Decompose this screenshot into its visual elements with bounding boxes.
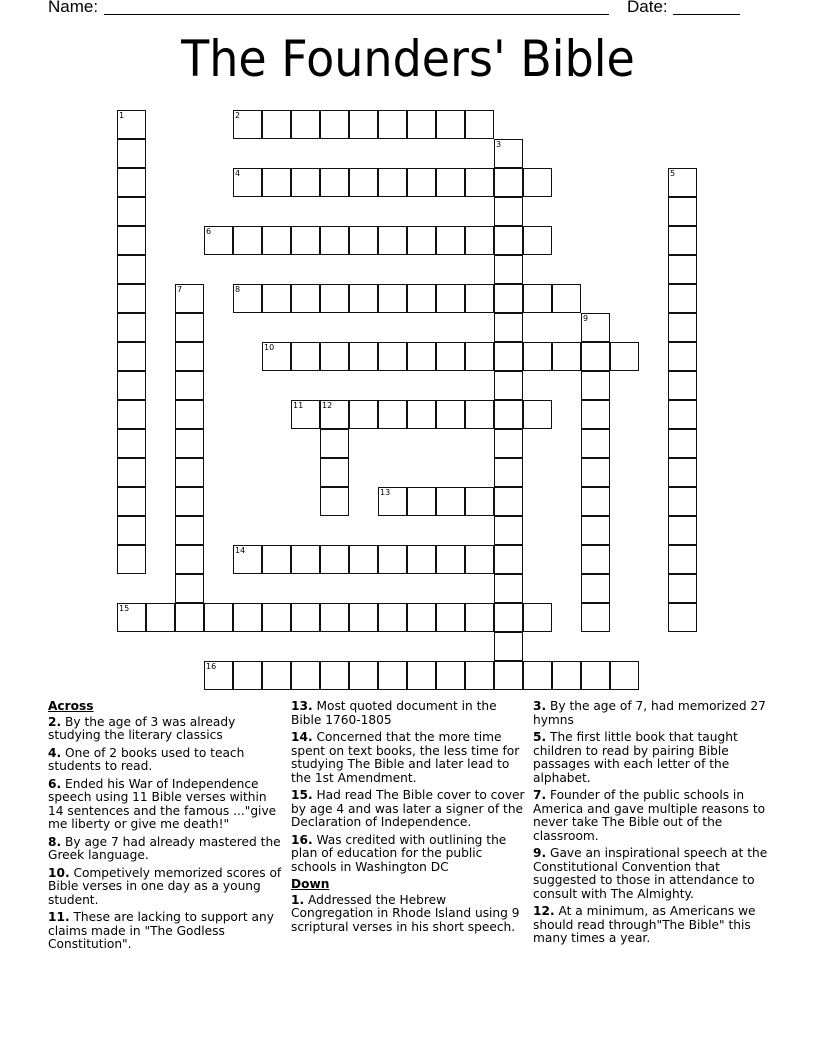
grid-cell[interactable] [291,400,320,429]
grid-cell[interactable] [233,168,262,197]
down-heading: Down [291,877,330,891]
grid-cell[interactable] [494,603,523,632]
clue-number: 6 [206,227,212,236]
grid-cell[interactable] [378,342,407,371]
grid-cell[interactable] [552,661,581,690]
grid-cell[interactable] [581,313,610,342]
grid-cell[interactable] [320,545,349,574]
grid-cell[interactable] [233,110,262,139]
grid-cell[interactable] [117,168,146,197]
grid-cell[interactable] [117,255,146,284]
grid-cell[interactable] [262,284,291,313]
grid-cell[interactable] [378,168,407,197]
grid-cell[interactable] [436,342,465,371]
grid-cell[interactable] [668,197,697,226]
clue-number: 5 [670,169,676,178]
grid-cell[interactable] [465,342,494,371]
grid-cell[interactable] [262,226,291,255]
grid-cell[interactable] [320,284,349,313]
grid-cell[interactable] [610,342,639,371]
grid-cell[interactable] [523,168,552,197]
grid-cell[interactable] [668,342,697,371]
grid-cell[interactable] [581,458,610,487]
grid-cell[interactable] [494,545,523,574]
grid-cell[interactable] [668,603,697,632]
grid-cell[interactable] [436,603,465,632]
grid-cell[interactable] [117,487,146,516]
grid-cell[interactable] [175,400,204,429]
grid-cell[interactable] [233,661,262,690]
grid-cell[interactable] [262,545,291,574]
grid-cell[interactable] [494,632,523,661]
clue-number: 16 [206,662,217,671]
grid-cell[interactable] [668,313,697,342]
grid-cell[interactable] [349,342,378,371]
grid-cell[interactable] [668,458,697,487]
clue-number: 9 [583,314,589,323]
clue-across-15: 15. Had read The Bible cover to cover by age 4 and was later a signer of the Declaration of Independence. [291,788,525,829]
grid-cell[interactable] [320,168,349,197]
grid-cell[interactable] [668,400,697,429]
clue-number: 12 [322,401,333,410]
grid-cell[interactable] [291,168,320,197]
grid-cell[interactable] [349,661,378,690]
grid-cell[interactable] [581,371,610,400]
grid-cell[interactable] [291,545,320,574]
grid-cell[interactable] [407,603,436,632]
grid-cell[interactable] [581,400,610,429]
name-label: Name: [48,0,99,16]
grid-cell[interactable] [320,487,349,516]
grid-cell[interactable] [117,371,146,400]
grid-cell[interactable] [668,371,697,400]
grid-cell[interactable] [523,226,552,255]
clue-across-8: 8. By age 7 had already mastered the Greek language. [48,834,281,862]
grid-cell[interactable] [378,284,407,313]
clue-across-10: 10. Competively memorized scores of Bible verses in one day as a young student. [48,865,282,907]
grid-cell[interactable] [407,400,436,429]
grid-cell[interactable] [581,342,610,371]
grid-cell[interactable] [494,313,523,342]
grid-cell[interactable] [407,661,436,690]
grid-cell[interactable] [291,603,320,632]
grid-cell[interactable] [320,342,349,371]
grid-cell[interactable] [349,226,378,255]
grid-cell[interactable] [465,168,494,197]
grid-cell[interactable] [378,487,407,516]
grid-cell[interactable] [407,168,436,197]
grid-cell[interactable] [349,284,378,313]
grid-cell[interactable] [175,429,204,458]
grid-cell[interactable] [146,603,175,632]
grid-cell[interactable] [349,400,378,429]
clues-column-3 [533,700,773,950]
grid-cell[interactable] [581,429,610,458]
grid-cell[interactable] [465,545,494,574]
clue-across-11: 11. These are lacking to support any claims made in "The Godless Constitution". [48,910,274,951]
grid-cell[interactable] [668,545,697,574]
grid-cell[interactable] [320,661,349,690]
grid-cell[interactable] [494,574,523,603]
grid-cell[interactable] [494,255,523,284]
grid-cell[interactable] [494,661,523,690]
clue-down-1: 1. Addressed the Hebrew Congregation in Rhode Island using 9 scriptural verses in his short speech. [291,892,520,934]
grid-cell[interactable] [494,284,523,313]
grid-cell[interactable] [494,168,523,197]
clue-number: 15 [119,604,130,613]
grid-cell[interactable] [349,110,378,139]
grid-cell[interactable] [668,429,697,458]
grid-cell[interactable] [175,545,204,574]
grid-cell[interactable] [320,603,349,632]
grid-cell[interactable] [465,400,494,429]
grid-cell[interactable] [117,429,146,458]
grid-cell[interactable] [494,458,523,487]
grid-cell[interactable] [407,110,436,139]
grid-cell[interactable] [436,400,465,429]
clue-across-13: 13. Most quoted document in the Bible 1760-1805 [291,699,497,727]
grid-cell[interactable] [523,603,552,632]
grid-cell[interactable] [175,516,204,545]
grid-cell[interactable] [407,226,436,255]
clue-number: 3 [496,140,502,149]
grid-cell[interactable] [175,487,204,516]
grid-cell[interactable] [494,197,523,226]
grid-cell[interactable] [494,429,523,458]
grid-cell[interactable] [349,168,378,197]
grid-cell[interactable] [117,226,146,255]
grid-cell[interactable] [291,342,320,371]
grid-cell[interactable] [523,284,552,313]
grid-cell[interactable] [117,197,146,226]
grid-cell[interactable] [668,487,697,516]
grid-cell[interactable] [320,226,349,255]
grid-cell[interactable] [175,313,204,342]
grid-cell[interactable] [407,545,436,574]
grid-cell[interactable] [117,110,146,139]
clue-number: 4 [235,169,241,178]
grid-cell[interactable] [436,661,465,690]
clue-number: 11 [293,401,304,410]
grid-cell[interactable] [117,342,146,371]
grid-cell[interactable] [581,661,610,690]
grid-cell[interactable] [378,226,407,255]
grid-cell[interactable] [494,487,523,516]
grid-cell[interactable] [523,661,552,690]
clue-number: 10 [264,343,275,352]
page-title: The Founders' Bible [181,30,635,88]
grid-cell[interactable] [262,110,291,139]
grid-cell[interactable] [378,110,407,139]
grid-cell[interactable] [668,255,697,284]
grid-cell[interactable] [668,226,697,255]
grid-cell[interactable] [465,603,494,632]
grid-cell[interactable] [378,603,407,632]
clue-across-6: 6. Ended his War of Independence speech using 11 Bible verses within 14 sentences and the famous ..."give me liberty or give me death!" [48,776,277,831]
grid-cell[interactable] [494,226,523,255]
grid-cell[interactable] [262,168,291,197]
grid-cell[interactable] [291,661,320,690]
grid-cell[interactable] [436,487,465,516]
grid-cell[interactable] [378,545,407,574]
across-heading: Across [48,699,94,713]
clue-number: 13 [380,488,391,497]
clue-across-2: 2. By the age of 3 was already studying the literary classics [48,714,236,742]
grid-cell[interactable] [291,110,320,139]
clue-down-9: 9. Gave an inspirational speech at the Constitutional Convention that suggested to those in attendance to consult with The Almighty. [533,846,768,901]
grid-cell[interactable] [465,661,494,690]
grid-cell[interactable] [204,661,233,690]
grid-cell[interactable] [436,110,465,139]
grid-cell[interactable] [407,487,436,516]
grid-cell[interactable] [117,313,146,342]
grid-cell[interactable] [436,226,465,255]
grid-cell[interactable] [175,603,204,632]
grid-cell[interactable] [552,342,581,371]
grid-cell[interactable] [378,400,407,429]
grid-cell[interactable] [407,342,436,371]
grid-cell[interactable] [117,603,146,632]
clue-down-5: 5. The first little book that taught children to read by pairing Bible passages with each letter of the alphabet. [533,730,738,785]
grid-cell[interactable] [552,284,581,313]
clue-down-7: 7. Founder of the public schools in America and gave multiple reasons to never take The Bible out of the classroom. [533,788,766,843]
date-label: Date: [627,0,668,16]
clue-number: 14 [235,546,246,555]
grid-cell[interactable] [233,284,262,313]
grid-cell[interactable] [494,139,523,168]
clue-down-12: 12. At a minimum, as Americans we should read through"The Bible" this many times a year. [533,904,756,945]
grid-cell[interactable] [291,226,320,255]
grid-cell[interactable] [320,110,349,139]
grid-cell[interactable] [117,400,146,429]
grid-cell[interactable] [523,342,552,371]
grid-cell[interactable] [436,284,465,313]
grid-cell[interactable] [494,342,523,371]
grid-cell[interactable] [291,284,320,313]
grid-cell[interactable] [175,371,204,400]
clues-column-2 [291,700,526,938]
grid-cell[interactable] [204,603,233,632]
grid-cell[interactable] [175,458,204,487]
clue-across-14: 14. Concerned that the more time spent on text books, the less time for studying The Bible and later lead to the 1st Amendment. [291,730,520,785]
grid-cell[interactable] [465,284,494,313]
clue-number: 2 [235,111,241,120]
grid-cell[interactable] [233,545,262,574]
grid-cell[interactable] [494,400,523,429]
grid-cell[interactable] [262,603,291,632]
clue-down-3: 3. By the age of 7, had memorized 27 hymns [533,699,766,727]
grid-cell[interactable] [117,139,146,168]
grid-cell[interactable] [262,661,291,690]
grid-cell[interactable] [581,574,610,603]
grid-cell[interactable] [610,661,639,690]
grid-cell[interactable] [320,429,349,458]
grid-cell[interactable] [175,574,204,603]
grid-cell[interactable] [494,371,523,400]
clue-number: 8 [235,285,241,294]
grid-cell[interactable] [668,574,697,603]
grid-cell[interactable] [117,284,146,313]
clues-column-1 [48,700,283,956]
grid-cell[interactable] [436,168,465,197]
grid-cell[interactable] [581,603,610,632]
clue-across-4: 4. One of 2 books used to teach students to read. [48,745,245,773]
grid-cell[interactable] [233,603,262,632]
grid-cell[interactable] [494,516,523,545]
grid-cell[interactable] [668,284,697,313]
clue-number: 7 [177,285,183,294]
clue-across-16: 16. Was credited with outlining the plan of education for the public schools in Washington DC [291,832,507,874]
grid-cell[interactable] [581,545,610,574]
grid-cell[interactable] [320,458,349,487]
grid-cell[interactable] [175,342,204,371]
grid-cell[interactable] [320,400,349,429]
grid-cell[interactable] [378,661,407,690]
grid-cell[interactable] [117,458,146,487]
grid-cell[interactable] [668,168,697,197]
grid-cell[interactable] [204,226,233,255]
grid-cell[interactable] [407,284,436,313]
grid-cell[interactable] [465,226,494,255]
grid-cell[interactable] [436,545,465,574]
grid-cell[interactable] [233,226,262,255]
grid-cell[interactable] [349,545,378,574]
grid-cell[interactable] [117,516,146,545]
grid-cell[interactable] [581,487,610,516]
grid-cell[interactable] [262,342,291,371]
grid-cell[interactable] [523,400,552,429]
grid-cell[interactable] [117,545,146,574]
grid-cell[interactable] [581,516,610,545]
grid-cell[interactable] [349,603,378,632]
grid-cell[interactable] [668,516,697,545]
grid-cell[interactable] [465,487,494,516]
grid-cell[interactable] [175,284,204,313]
clue-number: 1 [119,111,125,120]
grid-cell[interactable] [465,110,494,139]
